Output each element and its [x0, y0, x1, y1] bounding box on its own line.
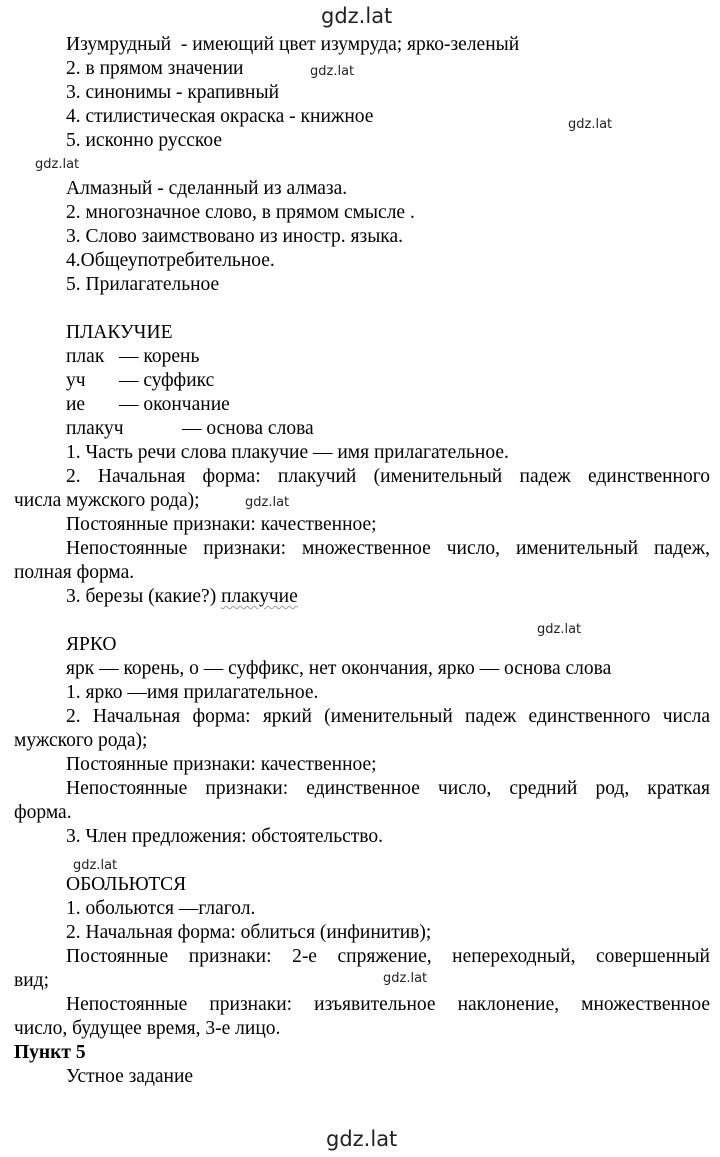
example-prefix: 3. березы (какие?) [66, 586, 222, 607]
izumrudny-line-3: 3. синонимы - крапивный [66, 82, 280, 103]
plakuchie-initial-form: 2. Начальная форма: плакучий (именительный падеж единственного [66, 466, 710, 487]
yarko-initial-form: 2. Начальная форма: яркий (именительный падеж единственного числа [66, 706, 710, 727]
plakuchie-title: ПЛАКУЧИЕ [66, 322, 173, 343]
oboliutsya-constant-features-cont: вид; [14, 970, 49, 991]
plakuchie-variable-features: Непостоянные признаки: множественное число, именительный падеж, [66, 538, 710, 559]
morpheme-ending-role: — окончание [119, 394, 230, 415]
oboliutsya-part-of-speech: 1. обольются —глагол. [66, 898, 256, 919]
plakuchie-sentence-example [66, 585, 298, 609]
izumrudny-line-4: 4. стилистическая окраска - книжное [66, 106, 374, 127]
plakuchie-part-of-speech: 1. Часть речи слова плакучие — имя прилагательное. [66, 442, 509, 463]
yarko-morphemes: ярк — корень, о — суффикс, нет окончания, ярко — основа слова [66, 658, 612, 679]
watermark: gdz.lat [35, 157, 80, 172]
morpheme-root-part: плак [66, 346, 105, 367]
almazny-line-3: 3. Слово заимствовано из иностр. языка. [66, 226, 404, 247]
yarko-constant-features: Постоянные признаки: качественное; [66, 754, 377, 775]
morpheme-stem-role: — основа слова [182, 418, 314, 439]
watermark: gdz.lat [537, 622, 582, 637]
watermark: gdz.lat [73, 858, 118, 873]
morpheme-suffix-part: уч [66, 370, 86, 391]
yarko-variable-features-cont: форма. [14, 802, 72, 823]
morpheme-stem-part: плакуч [66, 418, 124, 439]
watermark: gdz.lat [568, 117, 613, 132]
watermark: gdz.lat [310, 64, 355, 79]
punkt-5-text: Устное задание [66, 1066, 194, 1087]
yarko-title: ЯРКО [66, 634, 117, 655]
yarko-initial-form-cont: мужского рода); [14, 730, 148, 751]
morpheme-suffix-role: — суффикс [119, 370, 215, 391]
izumrudny-line-5: 5. исконно русское [66, 130, 222, 151]
oboliutsya-variable-features: Непостоянные признаки: изъявительное наклонение, множественное [66, 994, 710, 1015]
morpheme-ending-part: ие [66, 394, 86, 415]
plakuchie-initial-form-cont: числа мужского рода); [14, 490, 200, 511]
izumrudny-line-2: 2. в прямом значении [66, 58, 244, 79]
oboliutsya-constant-features: Постоянные признаки: 2-е спряжение, непереходный, совершенный [66, 946, 710, 967]
almazny-definition: Алмазный - сделанный из алмаза. [66, 178, 348, 199]
watermark-top: gdz.lat [321, 4, 393, 28]
yarko-part-of-speech: 1. ярко —имя прилагательное. [66, 682, 319, 703]
almazny-line-2: 2. многозначное слово, в прямом смысле . [66, 202, 415, 223]
morpheme-root-role: — корень [119, 346, 200, 367]
plakuchie-variable-features-cont: полная форма. [14, 562, 135, 583]
almazny-line-5: 5. Прилагательное [66, 274, 220, 295]
izumrudny-definition: Изумрудный - имеющий цвет изумруда; ярко-зеленый [66, 34, 520, 55]
watermark-bottom: gdz.lat [326, 1127, 398, 1151]
oboliutsya-title: ОБОЛЬЮТСЯ [66, 874, 187, 895]
punkt-5-heading: Пункт 5 [14, 1042, 86, 1063]
yarko-variable-features: Непостоянные признаки: единственное число, средний род, краткая [66, 778, 710, 799]
oboliutsya-initial-form: 2. Начальная форма: облиться (инфинитив); [66, 922, 432, 943]
oboliutsya-variable-features-cont: число, будущее время, 3-е лицо. [14, 1018, 281, 1039]
plakuchie-constant-features: Постоянные признаки: качественное; [66, 514, 377, 535]
spellcheck-underlined-word: плакучие [221, 586, 298, 607]
almazny-line-4: 4.Общеупотребительное. [66, 250, 275, 271]
yarko-sentence-member: 3. Член предложения: обстоятельство. [66, 826, 383, 847]
watermark: gdz.lat [383, 971, 428, 986]
watermark: gdz.lat [245, 495, 290, 510]
